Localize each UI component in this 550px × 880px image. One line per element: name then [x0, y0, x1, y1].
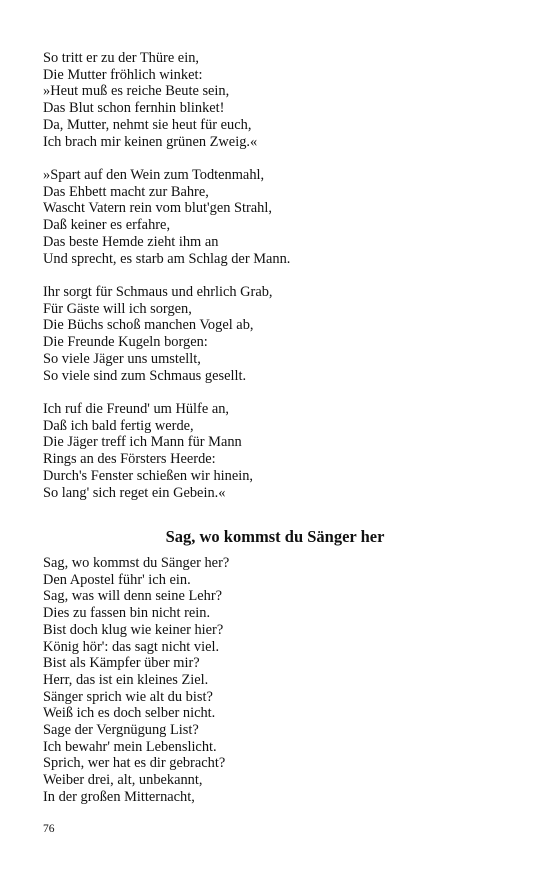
verse-line: Durch's Fenster schießen wir hinein, — [43, 467, 254, 484]
verse-line: Sage der Vergnügung List? — [43, 722, 199, 739]
verse-line: Weiber drei, alt, unbekannt, — [43, 772, 203, 789]
verse-line: Die Mutter fröhlich winket: — [43, 66, 203, 83]
verse-line: Wascht Vatern rein vom blut'gen Strahl, — [43, 200, 272, 217]
verse-line: Den Apostel führ' ich ein. — [43, 571, 191, 588]
verse-line: Die Freunde Kugeln borgen: — [43, 334, 208, 351]
verse-line: Die Jäger treff ich Mann für Mann — [43, 434, 242, 451]
verse-line: So viele Jäger uns umstellt, — [43, 350, 201, 367]
stanza-4 — [43, 401, 513, 501]
verse-line: In der großen Mitternacht, — [43, 788, 195, 805]
verse-line: Weiß ich es doch selber nicht. — [43, 705, 216, 722]
verse-line: Sprich, wer hat es dir gebracht? — [43, 755, 226, 772]
verse-line: Sag, wo kommst du Sänger her? — [43, 555, 230, 571]
verse-line: So tritt er zu der Thüre ein, — [43, 50, 199, 66]
verse-line: Ich bewahr' mein Lebenslicht. — [43, 738, 217, 755]
stanza-3 — [43, 284, 513, 384]
verse-line: Das beste Hemde zieht ihm an — [43, 233, 219, 250]
verse-line: Bist doch klug wie keiner hier? — [43, 621, 224, 638]
verse-line: »Heut muß es reiche Beute sein, — [43, 83, 230, 100]
verse-line: »Spart auf den Wein zum Todtenmahl, — [43, 167, 265, 183]
stanza-1 — [43, 50, 513, 150]
poem-title: Sag, wo kommst du Sänger her — [165, 527, 385, 546]
verse-line: Herr, das ist ein kleines Ziel. — [43, 671, 209, 688]
verse-line: Sänger sprich wie alt du bist? — [43, 688, 213, 705]
verse-line: Daß ich bald fertig werde, — [43, 417, 194, 434]
verse-line: Bist als Kämpfer über mir? — [43, 655, 200, 672]
verse-line: Dies zu fassen bin nicht rein. — [43, 605, 211, 622]
verse-line: So viele sind zum Schmaus gesellt. — [43, 367, 247, 384]
verse-line: Für Gäste will ich sorgen, — [43, 300, 192, 317]
verse-line: Sag, was will denn seine Lehr? — [43, 588, 223, 605]
verse-line: Rings an des Försters Heerde: — [43, 451, 216, 468]
verse-line: Das Ehbett macht zur Bahre, — [43, 183, 209, 200]
verse-line: Daß keiner es erfahre, — [43, 217, 171, 234]
poem-2-stanza — [43, 555, 513, 806]
verse-line: So lang' sich reget ein Gebein.« — [43, 484, 226, 501]
page-number: 76 — [43, 823, 55, 835]
verse-line: Ich brach mir keinen grünen Zweig.« — [43, 133, 258, 150]
verse-line: Ihr sorgt für Schmaus und ehrlich Grab, — [43, 284, 273, 300]
verse-line: Und sprecht, es starb am Schlag der Mann. — [43, 250, 291, 267]
verse-line: Die Büchs schoß manchen Vogel ab, — [43, 317, 254, 334]
stanza-2 — [43, 167, 513, 267]
verse-line: Ich ruf die Freund' um Hülfe an, — [43, 401, 230, 417]
verse-line: König hör': das sagt nicht viel. — [43, 638, 220, 655]
verse-line: Das Blut schon fernhin blinket! — [43, 100, 225, 117]
verse-line: Da, Mutter, nehmt sie heut für euch, — [43, 116, 252, 133]
